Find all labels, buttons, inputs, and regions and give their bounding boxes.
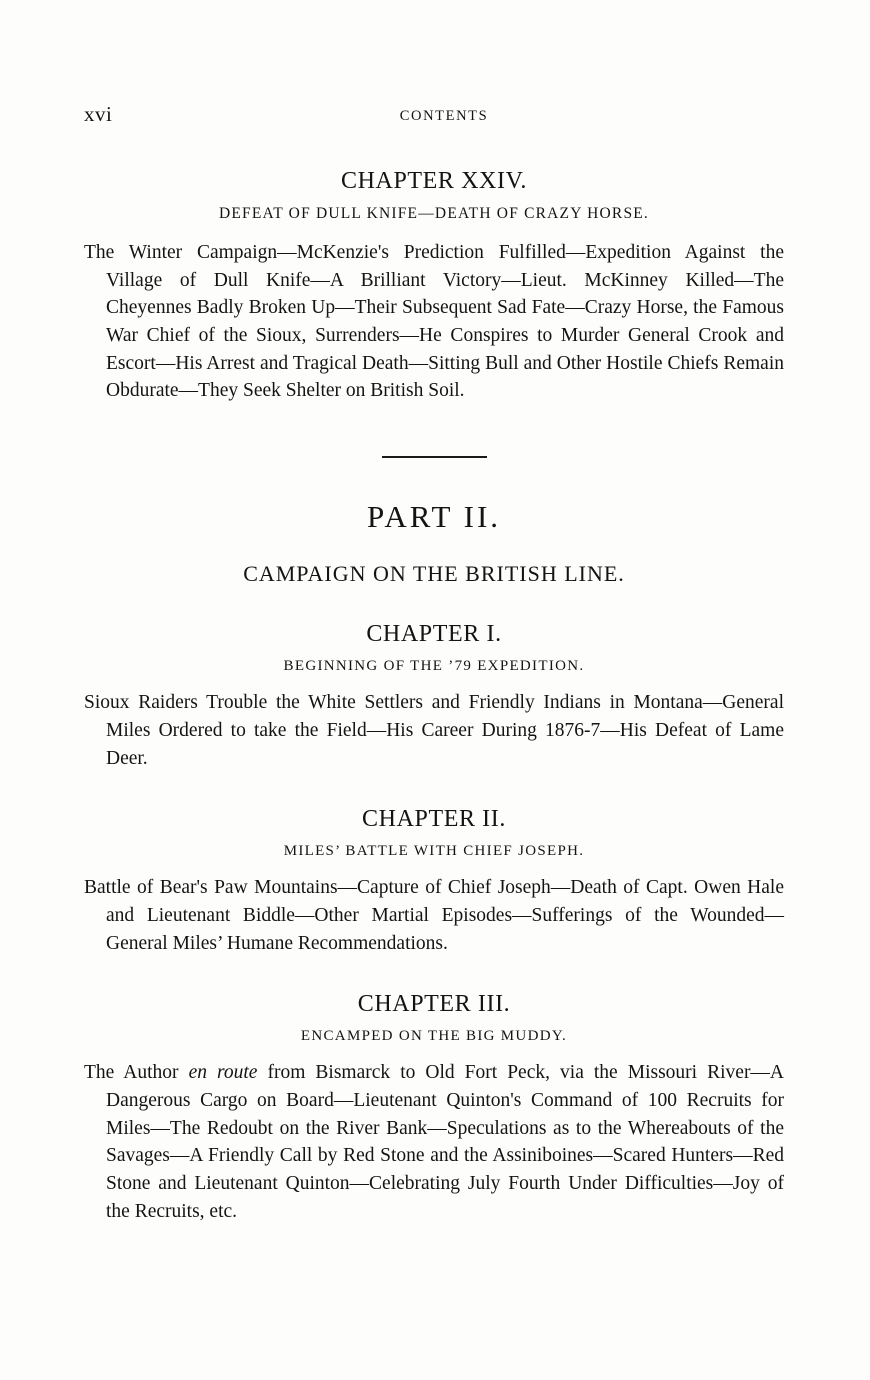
part-title: PART II. — [366, 499, 502, 535]
chapter-3-summary-prefix: The Author — [84, 1062, 189, 1084]
part-subtitle: CAMPAIGN ON THE BRITISH LINE. — [243, 561, 625, 587]
chapter-3-subtitle: ENCAMPED ON THE BIG MUDDY. — [300, 1028, 568, 1045]
page-content — [84, 100, 784, 1229]
page-folio: xvi — [84, 102, 113, 126]
divider-rule — [382, 456, 487, 458]
chapter-3-number: CHAPTER III. — [357, 991, 511, 1018]
chapter-24-entry — [84, 168, 784, 405]
running-head — [84, 100, 784, 134]
chapter-3-summary-rest: from Bismarck to Old Fort Peck, via the Missouri River—A Dangerous Cargo on Board—Lieutenant Quinton's Command of 100 Recruits for Miles—The Redoubt on the River Bank—Speculations as to the Whereabouts of the Savages—A Friendly Call by Red Stone and the Assiniboines—Scared Hunters—Red Stone and Lieutenant Quinton—Celebrating July Fourth Under Difficulties—Joy of the Recruits, etc. — [106, 1062, 785, 1222]
chapter-3-summary — [84, 1059, 784, 1225]
chapter-2-summary: Battle of Bear's Paw Mountains—Capture of Chief Joseph—Death of Capt. Owen Hale and Lieutenant Biddle—Other Martial Episodes—Sufferings of the Wounded—General Miles’ Humane Recommendations. — [84, 877, 784, 954]
chapter-1-subtitle: BEGINNING OF THE ’79 EXPEDITION. — [283, 658, 585, 675]
part-heading — [84, 499, 784, 587]
chapter-24-subtitle: DEFEAT OF DULL KNIFE—DEATH OF CRAZY HORSE. — [218, 205, 650, 222]
chapter-1-number: CHAPTER I. — [366, 621, 502, 648]
chapter-1-entry — [84, 621, 784, 772]
chapter-2-entry — [84, 806, 784, 957]
chapter-3-entry — [84, 991, 784, 1225]
chapter-24-number: CHAPTER XXIV. — [340, 168, 528, 194]
section-divider — [84, 445, 784, 463]
chapter-2-subtitle: MILES’ BATTLE WITH CHIEF JOSEPH. — [283, 843, 585, 860]
chapter-3-summary-italic: en route — [188, 1062, 258, 1084]
chapter-24-summary: The Winter Campaign—McKenzie's Prediction Fulfilled—Expedition Against the Village of Dull Knife—A Brilliant Victory—Lieut. McKinney Killed—The Cheyennes Badly Broken Up—Their Subsequent Sad Fate—Crazy Horse, the Famous War Chief of the Sioux, Surrenders—He Conspires to Murder General Crook and Escort—His Arrest and Tragical Death—Sitting Bull and Other Hostile Chiefs Remain Obdurate—They Seek Shelter on British Soil. — [84, 242, 784, 402]
running-head-title: CONTENTS — [399, 108, 489, 124]
chapter-1-summary: Sioux Raiders Trouble the White Settlers and Friendly Indians in Montana—General Miles Ordered to take the Field—His Career During 1876-7—His Defeat of Lame Deer. — [84, 692, 784, 769]
chapter-2-number: CHAPTER II. — [362, 806, 506, 833]
